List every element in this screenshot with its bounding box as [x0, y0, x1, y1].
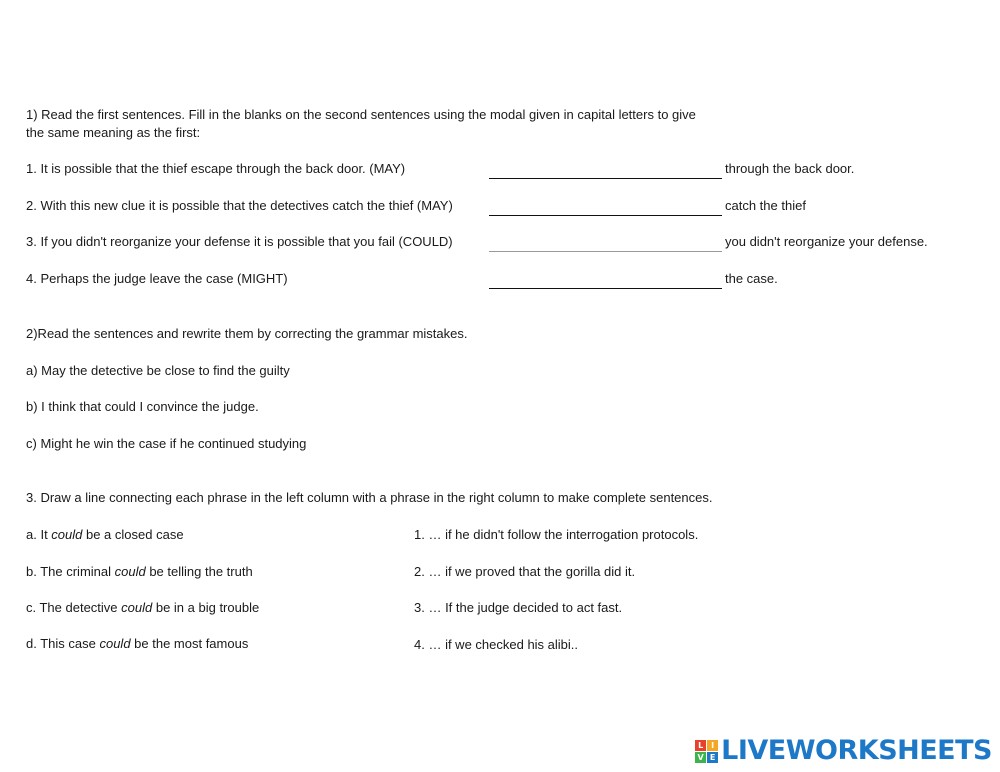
s3-right-4[interactable]: 4. … if we checked his alibi.. — [414, 637, 579, 652]
section2-heading: 2)Read the sentences and rewrite them by correcting the grammar mistakes. — [26, 326, 468, 341]
s1-item4-prompt: 4. Perhaps the judge leave the case (MIGHT) — [26, 271, 288, 286]
s1-item1-prompt: 1. It is possible that the thief escape through the back door. (MAY) — [26, 161, 406, 176]
s1-item3-blank[interactable] — [489, 251, 722, 252]
logo-tile-e: E — [707, 752, 718, 763]
s3-left-c[interactable] — [26, 600, 259, 616]
logo-tile-i: I — [707, 740, 718, 751]
s3-left-a-after: be a closed case — [82, 527, 184, 542]
s3-left-d-modal: could — [99, 636, 131, 651]
s1-item4-blank[interactable] — [489, 288, 722, 289]
s3-left-a-before: a. It — [26, 527, 52, 542]
s3-left-b-after: be telling the truth — [145, 564, 253, 579]
s3-left-a-modal: could — [51, 527, 83, 542]
logo-tile-v: V — [695, 752, 706, 763]
s1-item1-completion: through the back door. — [725, 161, 855, 176]
s3-left-d-before: d. This case — [26, 636, 100, 651]
s3-left-b-before: b. The criminal — [26, 564, 115, 579]
s2-item-b: b) I think that could I convince the judge. — [26, 399, 259, 414]
logo-tiles-icon — [695, 740, 718, 763]
s1-item4-completion: the case. — [725, 271, 778, 286]
section3-heading: 3. Draw a line connecting each phrase in the left column with a phrase in the right column to make complete sentences. — [26, 490, 713, 505]
s1-item3-completion: you didn't reorganize your defense. — [725, 234, 928, 249]
s1-item1-blank[interactable] — [489, 178, 722, 179]
s3-left-d-after: be the most famous — [130, 636, 249, 651]
s3-left-c-modal: could — [121, 600, 153, 615]
logo-text: LIVEWORKSHEETS — [721, 735, 992, 766]
liveworksheets-logo — [695, 736, 992, 766]
s3-right-1[interactable]: 1. … if he didn't follow the interrogation protocols. — [414, 527, 699, 542]
s3-left-c-after: be in a big trouble — [152, 600, 260, 615]
s1-item2-completion: catch the thief — [725, 198, 806, 213]
s2-item-c: c) Might he win the case if he continued studying — [26, 436, 307, 451]
s3-left-b-modal: could — [114, 564, 146, 579]
section1-heading: 1) Read the first sentences. Fill in the blanks on the second sentences using the modal given in capital letters to give the same meaning as the first: — [26, 107, 696, 140]
s3-left-c-before: c. The detective — [26, 600, 122, 615]
s1-item2-blank[interactable] — [489, 215, 722, 216]
s3-left-d[interactable] — [26, 636, 248, 652]
s1-item3-prompt: 3. If you didn't reorganize your defense it is possible that you fail (COULD) — [26, 234, 453, 249]
s2-item-a: a) May the detective be close to find the guilty — [26, 363, 290, 378]
logo-tile-l: L — [695, 740, 706, 751]
s3-right-3[interactable]: 3. … If the judge decided to act fast. — [414, 600, 623, 615]
s3-left-a[interactable] — [26, 527, 184, 543]
s1-item2-prompt: 2. With this new clue it is possible that the detectives catch the thief (MAY) — [26, 198, 453, 213]
s3-right-2[interactable]: 2. … if we proved that the gorilla did it. — [414, 564, 636, 579]
s3-left-b[interactable] — [26, 564, 253, 580]
